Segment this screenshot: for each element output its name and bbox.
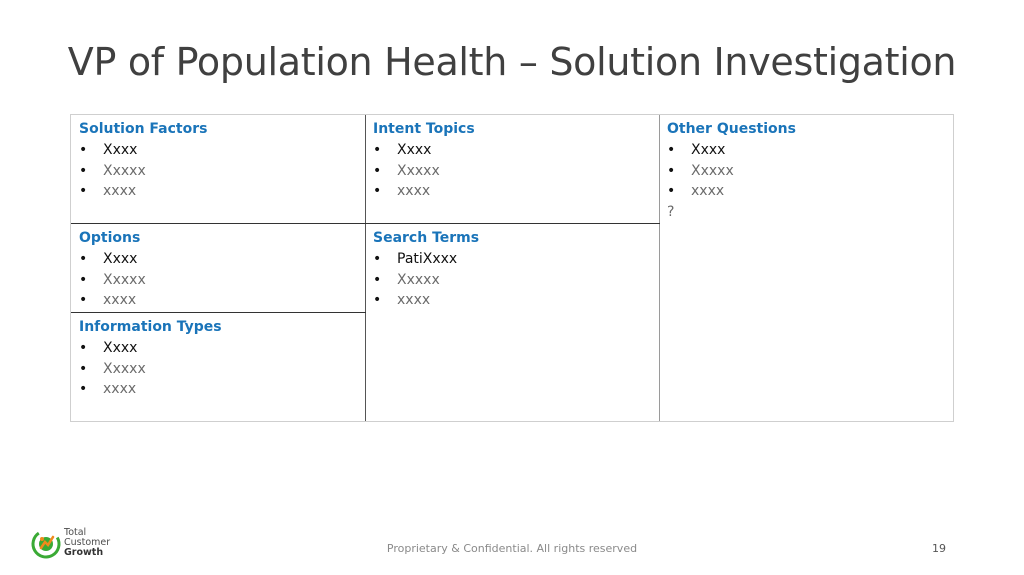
page-number: 19: [932, 542, 946, 555]
list-item: • xxxx: [79, 379, 357, 400]
investigation-grid: [70, 114, 954, 422]
cell-search-terms: [365, 224, 659, 316]
cell-options: [71, 224, 365, 316]
cell-heading: Options: [79, 230, 141, 246]
list-item: • xxxx: [79, 181, 357, 202]
list-item: • Xxxx: [79, 249, 357, 270]
list-item: • xxxx: [667, 181, 945, 202]
logo-line: Total: [64, 527, 87, 538]
list-item: • xxxx: [79, 290, 357, 311]
bullet-icon: •: [79, 251, 88, 267]
bullet-icon: •: [373, 162, 382, 179]
cell-heading: Search Terms: [373, 230, 480, 246]
bullet-icon: •: [79, 142, 88, 158]
bullet-icon: •: [667, 142, 676, 158]
bullet-icon: •: [79, 162, 88, 179]
list-item: • Xxxxx: [79, 161, 357, 182]
cell-intent-topics: [365, 115, 659, 207]
bullet-icon: •: [373, 251, 382, 267]
logo-line: Growth: [64, 547, 104, 558]
list-item: • Xxxx: [373, 140, 651, 161]
list-item: • Xxxx: [79, 338, 357, 359]
list-item: • xxxx: [373, 290, 651, 311]
slide-title: VP of Population Health – Solution Investigation: [67, 40, 957, 84]
bullet-icon: •: [79, 183, 88, 199]
cell-heading: Solution Factors: [79, 121, 208, 137]
bullet-icon: •: [373, 142, 382, 158]
cell-heading: Other Questions: [667, 121, 796, 137]
list-item: • Xxxxx: [79, 359, 357, 380]
list-item: • Xxxxx: [667, 161, 945, 182]
bullet-list: [667, 140, 945, 202]
cell-solution-factors: [71, 115, 365, 207]
cell-heading: Intent Topics: [373, 121, 475, 137]
list-item: • Xxxx: [667, 140, 945, 161]
cell-heading: Information Types: [79, 319, 222, 335]
bullet-icon: •: [667, 183, 676, 199]
bullet-icon: •: [79, 360, 88, 377]
bullet-icon: •: [667, 162, 676, 179]
bullet-icon: •: [79, 381, 88, 397]
bullet-list: [373, 249, 651, 311]
list-item: • Xxxxx: [79, 270, 357, 291]
list-item: • PatiXxxx: [373, 249, 651, 270]
list-item: • xxxx: [373, 181, 651, 202]
bullet-list: [79, 140, 357, 202]
logo-line: Customer: [64, 537, 111, 548]
list-item: • Xxxxx: [373, 270, 651, 291]
cell-information-types: [71, 313, 365, 405]
list-item: • Xxxx: [79, 140, 357, 161]
list-item: • Xxxxx: [373, 161, 651, 182]
question-mark-text: ?: [667, 203, 675, 220]
bullet-icon: •: [79, 271, 88, 288]
confidentiality-footer: Proprietary & Confidential. All rights reserved: [386, 542, 638, 555]
cell-other-questions: [659, 115, 953, 227]
bullet-list: [373, 140, 651, 202]
bullet-list: [79, 338, 357, 400]
bullet-icon: •: [373, 292, 382, 308]
bullet-icon: •: [79, 340, 88, 356]
bullet-icon: •: [373, 271, 382, 288]
bullet-icon: •: [79, 292, 88, 308]
bullet-icon: •: [373, 183, 382, 199]
bullet-list: [79, 249, 357, 311]
